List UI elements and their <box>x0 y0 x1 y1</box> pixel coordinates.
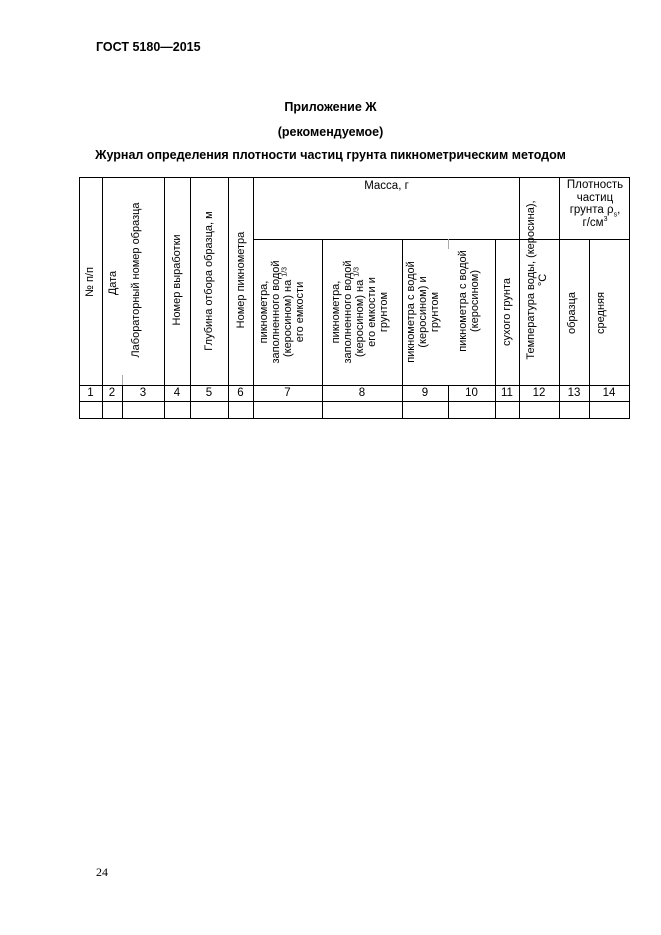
header-date: Дата <box>107 270 119 296</box>
header-depth: Глубина отбора образца, м <box>203 211 215 351</box>
header-density-sample: образца <box>566 292 578 334</box>
column-number: 6 <box>237 387 244 399</box>
header-mass-group: Масса, г <box>364 180 409 192</box>
table-border-bottom <box>79 418 630 419</box>
column-number: 4 <box>173 387 181 399</box>
journal-table <box>79 177 630 419</box>
header-mass-9: пикнометра с водой (керосином) и грунтом <box>405 261 441 363</box>
header-mass-10: пикнометра с водой (керосином) <box>457 250 481 352</box>
column-number: 5 <box>205 387 213 399</box>
appendix-status: (рекомендуемое) <box>277 125 384 139</box>
table-border-left <box>79 177 80 419</box>
header-mass-7: пикнометра, заполненного водой (керосином) на $^{1/3}$ его емкости <box>258 260 306 364</box>
header-temperature: Температура воды, (керосина), °С <box>525 200 549 360</box>
header-density-mean: средняя <box>595 292 607 334</box>
column-number: 14 <box>602 387 616 399</box>
header-mine-number: Номер выработки <box>171 234 183 326</box>
table-number-row-bottom <box>79 401 630 402</box>
column-number: 8 <box>358 387 366 399</box>
column-number: 12 <box>532 387 546 399</box>
header-no: № п/п <box>84 267 96 297</box>
column-number: 2 <box>108 387 116 399</box>
header-mass-11: сухого грунта <box>501 277 513 347</box>
table-border-top <box>79 177 630 178</box>
column-number: 9 <box>421 387 429 399</box>
header-density-group: Плотность частиц грунта $\rho_s$, $г/см^3$ <box>566 179 624 229</box>
header-pycnometer: Номер пикнометра <box>235 231 247 329</box>
col-divider <box>102 177 103 419</box>
header-mass-8: пикнометра, заполненного водой (керосином) на $^{1/3}$ его емкости и грунтом <box>330 260 390 364</box>
column-number: 7 <box>284 387 291 399</box>
col-divider <box>519 177 520 419</box>
table-subheader-line <box>253 239 630 240</box>
column-number: 13 <box>567 387 581 399</box>
col-divider <box>190 177 191 419</box>
appendix-caption: Журнал определения плотности частиц грунта пикнометрическим методом <box>95 148 566 162</box>
page-number: 24 <box>96 865 108 879</box>
document-code: ГОСТ 5180—2015 <box>96 40 201 54</box>
column-number: 10 <box>465 387 478 399</box>
col-mark <box>448 239 449 249</box>
column-number: 1 <box>87 387 94 399</box>
column-number: 11 <box>501 387 513 399</box>
col-divider <box>228 177 229 419</box>
col-divider <box>253 177 254 419</box>
col-mark <box>122 375 123 385</box>
header-lab-number: Лабораторный номер образца <box>130 202 142 358</box>
appendix-title: Приложение Ж <box>284 100 377 114</box>
col-divider <box>164 177 165 419</box>
column-number: 3 <box>139 387 147 399</box>
